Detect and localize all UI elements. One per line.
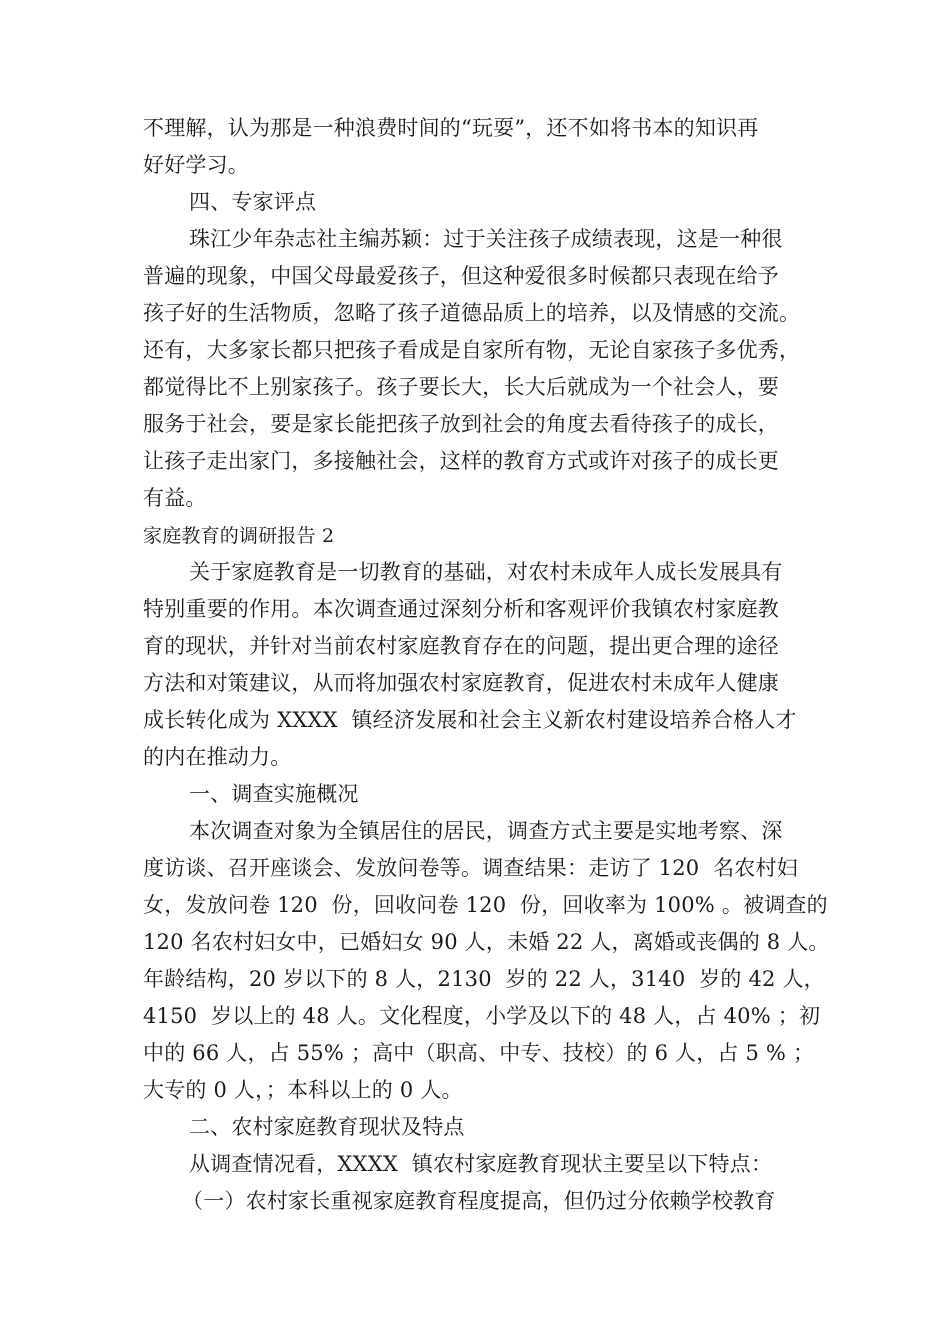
paragraph-line: 有益。 bbox=[143, 486, 207, 510]
subsection-heading: （一）农村家长重视家庭教育程度提高，但仍过分依赖学校教育 bbox=[182, 1189, 776, 1213]
paragraph-line: 育的现状，并针对当前农村家庭教育存在的问题，提出更合理的途径 bbox=[143, 634, 779, 658]
section-heading: 二、农村家庭教育现状及特点 bbox=[189, 1115, 465, 1139]
paragraph-line: 年龄结构，20 岁以下的 8 人，2130 岁的 22 人，3140 岁的 42 人， bbox=[143, 967, 825, 991]
section-heading: 四、专家评点 bbox=[189, 190, 317, 214]
paragraph-line: 4150 岁以上的 48 人。文化程度，小学及以下的 48 人，占 40% ；初 bbox=[143, 1004, 821, 1028]
paragraph-line: 不理解，认为那是一种浪费时间的“玩耍”，还不如将书本的知识再 bbox=[143, 116, 759, 140]
document-title: 家庭教育的调研报告 2 bbox=[143, 525, 335, 547]
paragraph-line: 方法和对策建议，从而将加强农村家庭教育，促进农村未成年人健康 bbox=[143, 671, 779, 695]
paragraph-line: 从调查情况看，XXXX 镇农村家庭教育现状主要呈以下特点： bbox=[189, 1152, 773, 1176]
paragraph-line: 度访谈、召开座谈会、发放问卷等。调查结果：走访了 120 名农村妇 bbox=[143, 856, 798, 880]
paragraph-line: 还有，大多家长都只把孩子看成是自家所有物，无论自家孩子多优秀， bbox=[143, 338, 801, 362]
paragraph-line: 的内在推动力。 bbox=[143, 745, 292, 769]
section-heading: 一、调查实施概况 bbox=[189, 782, 359, 806]
paragraph-line: 关于家庭教育是一切教育的基础，对农村未成年人成长发展具有 bbox=[189, 560, 783, 584]
paragraph-line: 本次调查对象为全镇居住的居民，调查方式主要是实地考察、深 bbox=[189, 819, 783, 843]
paragraph-line: 女，发放问卷 120 份，回收问卷 120 份，回收率为 100% 。被调查的 bbox=[143, 893, 828, 917]
paragraph-line: 成长转化成为 XXXX 镇经济发展和社会主义新农村建设培养合格人才 bbox=[143, 708, 797, 732]
paragraph-line: 大专的 0 人，；本科以上的 0 人。 bbox=[143, 1078, 463, 1102]
paragraph-line: 特别重要的作用。本次调查通过深刻分析和客观评价我镇农村家庭教 bbox=[143, 597, 779, 621]
paragraph-line: 都觉得比不上别家孩子。孩子要长大，长大后就成为一个社会人，要 bbox=[143, 375, 779, 399]
paragraph-line: 让孩子走出家门，多接触社会，这样的教育方式或许对孩子的成长更 bbox=[143, 449, 779, 473]
paragraph-line: 120 名农村妇女中，已婚妇女 90 人，未婚 22 人，离婚或丧偶的 8 人。 bbox=[143, 930, 830, 954]
paragraph-line: 珠江少年杂志社主编苏颖：过于关注孩子成绩表现，这是一种很 bbox=[189, 227, 783, 251]
paragraph-line: 服务于社会，要是家长能把孩子放到社会的角度去看待孩子的成长， bbox=[143, 412, 779, 436]
paragraph-line: 普遍的现象，中国父母最爱孩子，但这种爱很多时候都只表现在给予 bbox=[143, 264, 779, 288]
paragraph-line: 中的 66 人，占 55% ；高中（职高、中专、技校）的 6 人，占 5 % ； bbox=[143, 1041, 815, 1065]
paragraph-line: 孩子好的生活物质，忽略了孩子道德品质上的培养，以及情感的交流。 bbox=[143, 301, 801, 325]
paragraph-line: 好好学习。 bbox=[143, 153, 249, 177]
